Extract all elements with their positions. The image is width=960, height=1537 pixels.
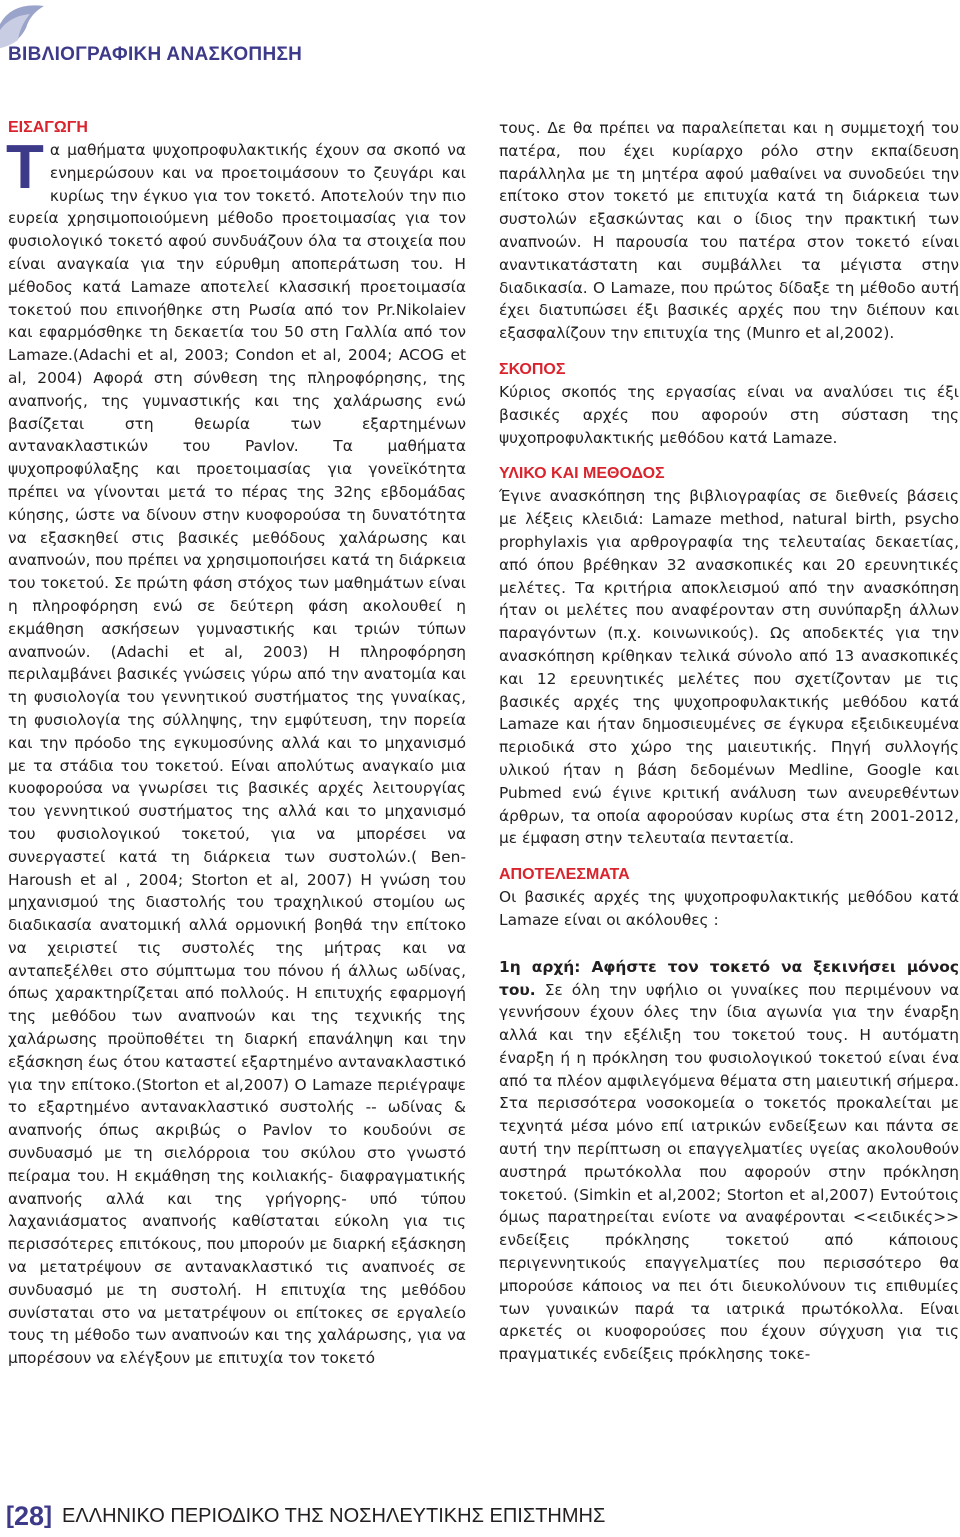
methods-title: ΥΛΙΚΟ ΚΑΙ ΜΕΘΟΔΟΣ: [499, 465, 665, 483]
results-paragraph: Οι βασικές αρχές της ψυχοπροφυλακτικής μεθόδου κατά Lamaze είναι οι ακόλουθες :: [499, 888, 959, 929]
principle-1-paragraph: [499, 956, 959, 1366]
header-title: ΒΙΒΛΙΟΓΡΑΦΙΚΗ ΑΝΑΣΚΟΠΗΣΗ: [8, 44, 303, 65]
page-number: 28: [14, 1500, 45, 1531]
purpose-title: ΣΚΟΠΟΣ: [499, 360, 566, 378]
drop-cap: Τ: [6, 133, 44, 202]
principle-1-text: Σε όλη την υφήλιο οι γυναίκες που περιμένουν να γεννήσουν έχουν όλες την ίδια αγωνία για την έναρξη αλλά και την εξέλιξη του τοκετού τους. Η αυτόματη έναρξη ή η πρόκληση του φυσιολογικού τοκετού είναι ένα από τα πλέον αμφιλεγόμενα θέματα στη μαιευτική σήμερα. Στα περισσότερα νοσοκομεία ο τοκετός προκαλείται με τεχνητά μέσα μόνο επί ιατρικών ενδείξεων και πάντα σε αυτή την περίπτωση οι επαγγελματίες υγείας ακολουθούν αυστηρά πρωτόκολλα που αφορούν στην πρόκληση τοκετού. (Simkin et al,2002; Storton et al,2007) Εντούτοις όμως παρατηρείται ενίοτε να αναφέρονται <<ειδικές>> ενδείξεις πρόκλησης τοκετού από κάποιους περιγεννητικούς επαγγελματίες που περισσότερο θα μπορούσε κάποιος να πει ότι διευκολύνουν τις επιθυμίες των γυναικών παρά τα ιατρικά πρωτόκολλα. Είναι αρκετές οι κυοφορούσες που έχουν σύγχυση για τις πραγματικές ενδείξεις πρόκλησης τοκε-: [499, 980, 959, 1364]
left-column: [8, 117, 466, 1370]
page-footer: [6, 1496, 605, 1536]
purpose-paragraph: Κύριος σκοπός της εργασίας είναι να αναλύσει τις έξι βασικές αρχές που αφορούν στη σύσταση της ψυχοπροφυλακτικής μεθόδου κατά Lamaze.: [499, 382, 959, 447]
intro-paragraph: [6, 133, 466, 1370]
intro-title: ΕΙΣΑΓΩΓΗ: [8, 119, 88, 136]
journal-name: ΕΛΛΗΝΙΚΟ ΠΕΡΙΟΔΙΚΟ ΤΗΣ ΝΟΣΗΛΕΥΤΙΚΗΣ ΕΠΙΣΤΗΜΗΣ: [62, 1504, 606, 1527]
intro-continued-paragraph: τους. Δε θα πρέπει να παραλείπεται και η συμμετοχή του πατέρα, που έχει κυρίαρχο ρόλο στην εκπαίδευση παράλληλα με τη μητέρα αφού μαθαίνει να συνοδεύει την επίτοκο στον τοκετό με επιτυχία κατά τη διάρκεια των συστολών εξασκώντας και ο ίδιος την πρακτική των αναπνοών. Η παρουσία του πατέρα στον τοκετό είναι αναντικατάστατη και συμβάλλει τα μέγιστα στην διαδικασία. Ο Lamaze, που πρώτος δίδαξε τη μέθοδο αυτή έχει διατυπώσει έξι βασικές αρχές που την διέπουν και εξασφαλίζουν την επιτυχία της (Munro et al,2002).: [499, 119, 959, 343]
methods-paragraph: Έγινε ανασκόπηση της βιβλιογραφίας σε διεθνείς βάσεις με λέξεις κλειδιά: Lamaze method, natural birth, psycho prophylaxis για αρθρογραφία της τελευταίας δεκαετίας, από όπου βρέθηκαν 32 ανασκοπικές και 20 ερευνητικές μελέτες. Τα κριτήρια αποκλεισμού από την ανασκόπηση ήταν οι μελέτες που αναφέρονταν στη συνύπαρξη άλλων παραγόντων (π.χ. κοινωνικούς). Ως αποδεκτές για την ανασκόπηση κρίθηκαν τελικά σύνολο από 13 ανασκοπικές και 12 ερευνητικές μελέτες που σχετίζονταν με τις βασικές αρχές της ψυχοπροφυλακτικής μεθόδου κατά Lamaze και ήταν δημοσιευμένες σε έγκυρα εξειδικευμένα περιοδικά στο χώρο της μαιευτικής. Πηγή συλλογής υλικού ήταν η βάση δεδομένων Medline, Google και Pubmed ενώ έγινε κριτική ανάλυση των ανευρεθέντων άρθρων, τα οποία αφορούσαν κυρίως στα έτη 2001-2012, με έμφαση στην τελευταία πενταετία.: [499, 487, 959, 848]
right-column: [499, 117, 959, 1366]
footer-bracket-close: ]: [44, 1502, 53, 1529]
footer-bracket-open: [: [6, 1502, 14, 1529]
journal-logo: [0, 0, 80, 48]
results-title: ΑΠΟΤΕΛΕΣΜΑΤΑ: [499, 866, 630, 884]
principle-1-heading: 1η αρχή: Αφήστε τον τοκετό να ξεκινήσει μόνος του.: [499, 957, 959, 999]
intro-text: α μαθήματα ψυχοπροφυλακτικής έχουν σα σκοπό να ενημερώσουν και να προετοιμάσουν το ζευγάρι και κυρίως την έγκυο για τον τοκετό. Αποτελούν την πιο ευρεία χρησιμοποιούμενη μέθοδο προετοιμασίας για τον φυσιολογικό τοκετό αφού συνδυάζουν όλα τα στοιχεία που είναι αναγκαία για την εύρυθμη αποπεράτωση του. Η μέθοδος κατά Lamaze αποτελεί κλασσική προετοιμασία τοκετού που επινοήθηκε στη Ρωσία από τον Pr.Nikolaiev και εφαρμόσθηκε τη δεκαετία του 50 στη Γαλλία από τον Lamaze.(Adachi et al, 2003; Condon et al, 2004; ACOG et al, 2004) Αφορά στη σύνθεση της πληροφόρησης, της αναπνοής, της γυμναστικής και της χαλάρωσης ενώ βασίζεται στη θεωρία των εξαρτημένων αντανακλαστικών του Pavlov. Τα μαθήματα ψυχοπροφύλαξης και προετοιμασίας για γονεϊκότητα πρέπει να γίνονται μετά το πέρας της 32ης εβδομάδας κύησης, ώστε να δίνουν στην κυοφορούσα τη δυνατότητα να εξασκηθεί στις βασικές μεθόδους χαλάρωσης και αναπνοών, που πρέπει να χρησιμοποιήσει κατά τη διάρκεια του τοκετού. Σε πρώτη φάση στόχος των μαθημάτων είναι η πληροφόρηση ενώ σε δεύτερη φάση ακολουθεί η εκμάθηση ασκήσεων γυμναστικής και τριών τύπων αναπνοών. (Adachi et al, 2003) Η πληροφόρηση περιλαμβάνει βασικές γνώσεις γύρω από την ανατομία και τη φυσιολογία του γεννητικού συστήματος της γυναίκας, τη φυσιολογία της σύλληψης, την εμφύτευση, την πορεία και την πρόοδο της εγκυμοσύνης αλλά και το μηχανισμό με τα στάδια του τοκετού. Είναι απολύτως αναγκαίο μια κυοφορούσα να γνωρίσει τις βασικές αρχές λειτουργίας του γεννητικού συστήματος της αλλά και το μηχανισμό του φυσιολογικού τοκετού, για να μπορέσει να συνεργαστεί κατά τη διάρκεια των συστολών.( Ben-Haroush et al , 2004; Storton et al, 2007) Η γνώση του μηχανισμού της διαστολής του τραχηλικού στομίου ως διαδικασία ανατομική αλλά ορμονική βοηθά την επίτοκο να χειριστεί τις συστολές της μήτρας και να ανταπεξέλθει στο σύμπτωμα του πόνου ή άλλως ωδίνας, όπως χαρακτηρίζεται από πολλούς. Η επιτυχής εφαρμογή της μεθόδου των αναπνοών και της τεχνικής της χαλάρωσης προϋποθέτει τη διαρκή επανάληψη και την εξάσκηση έως ότου καταστεί εξαρτημένο αντανακλαστικό για την επίτοκο.(Storton et al,2007) Ο Lamaze περιέγραψε το εξαρτημένο αντανακλαστικό συστολής ‑‑ ωδίνας & αναπνοής όπως ακριβώς ο Pavlov το κουδούνι σε συνδυασμό με τη σιελόρροια του σκύλου στο γνωστό πείραμα του. Η εκμάθηση της κοιλιακής- διαφραγματικής αναπνοής αλλά και της γρήγορης- υπό τύπου λαχανιάσματος αναπνοής καθίσταται εύκολη για τις περισσότερες επιτόκους, που μπορούν με διαρκή εξάσκηση να μετατρέψουν σε αντανακλαστικό τις αναπνοές σε συνδυασμό με τη συστολή. Η επιτυχία της μεθόδου συνίσταται στο να μετατρέψουν οι επίτοκες σε εργαλείο τους τη μέθοδο των αναπνοών και της χαλάρωσης, για να μπορέσουν να ελέγξουν με επιτυχία τον τοκετό: [8, 141, 466, 1368]
